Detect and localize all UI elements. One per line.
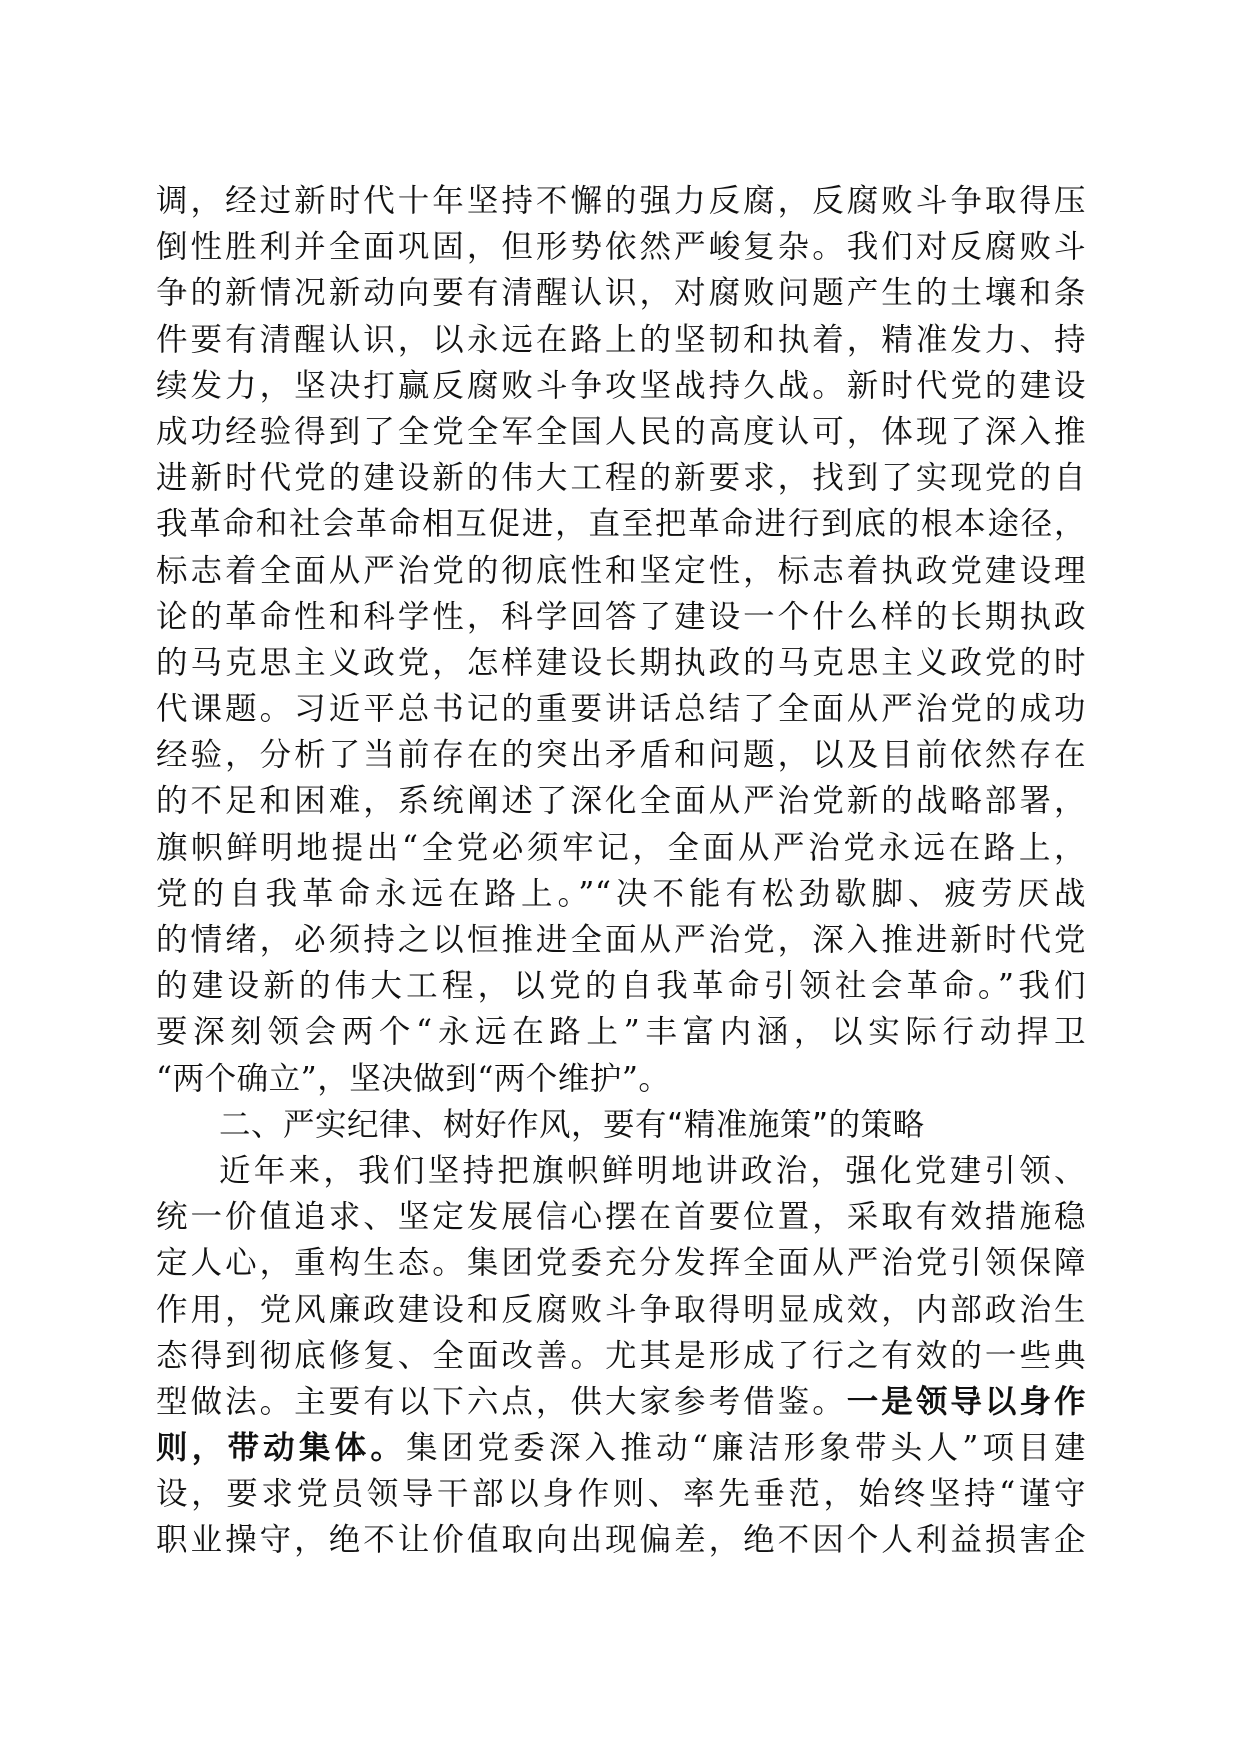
paragraph-line: 争的新情况新动向要有清醒认识，对腐败问题产生的土壤和条 xyxy=(156,275,1086,312)
paragraph-line: 倒性胜利并全面巩固，但形势依然严峻复杂。我们对反腐败斗 xyxy=(156,229,1086,266)
paragraph-line: 定人心，重构生态。集团党委充分发挥全面从严治党引领保障 xyxy=(156,1245,1086,1282)
paragraph-line: 职业操守，绝不让价值取向出现偏差，绝不因个人利益损害企 xyxy=(156,1522,1086,1559)
paragraph-line: 要深刻领会两个“永远在路上”丰富内涵，以实际行动捍卫 xyxy=(156,1014,1086,1051)
paragraph-line: 经验，分析了当前存在的突出矛盾和问题，以及目前依然存在 xyxy=(156,737,1086,774)
paragraph-line: 调，经过新时代十年坚持不懈的强力反腐，反腐败斗争取得压 xyxy=(156,183,1086,219)
paragraph-line: 作用，党风廉政建设和反腐败斗争取得明显成效，内部政治生 xyxy=(156,1291,1086,1328)
paragraph-line: 我革命和社会革命相互促进，直至把革命进行到底的根本途径， xyxy=(156,506,1086,543)
paragraph-line: 的建设新的伟大工程，以党的自我革命引领社会革命。”我们 xyxy=(156,968,1086,1005)
plain-text-run: 型做法。主要有以下六点，供大家参考借鉴。 xyxy=(156,1383,847,1420)
bold-text-run: 则，带动集体。 xyxy=(156,1429,407,1467)
paragraph-line: 党的自我革命永远在路上。”“决不能有松劲歇脚、疲劳厌战 xyxy=(156,875,1086,912)
paragraph-line: 旗帜鲜明地提出“全党必须牢记，全面从严治党永远在路上， xyxy=(156,829,1086,866)
body-paragraph-1 xyxy=(156,178,1086,1564)
paragraph-line: 成功经验得到了全党全军全国人民的高度认可，体现了深入推 xyxy=(156,413,1086,450)
section-heading-2: 二、严实纪律、树好作风，要有“精准施策”的策略 xyxy=(219,1106,925,1143)
bold-text-run: 一是领导以身作 xyxy=(846,1382,1086,1420)
paragraph-line: 统一价值追求、坚定发展信心摆在首要位置，采取有效措施稳 xyxy=(156,1199,1086,1236)
paragraph-line: “两个确立”，坚决做到“两个维护”。 xyxy=(156,1060,671,1097)
paragraph-line: 态得到彻底修复、全面改善。尤其是形成了行之有效的一些典 xyxy=(156,1337,1086,1374)
paragraph-line: 续发力，坚决打赢反腐败斗争攻坚战持久战。新时代党的建设 xyxy=(156,367,1086,404)
paragraph-line: 的不足和困难，系统阐述了深化全面从严治党新的战略部署， xyxy=(156,783,1086,820)
paragraph-line: 近年来，我们坚持把旗帜鲜明地讲政治，强化党建引领、 xyxy=(219,1152,1086,1189)
paragraph-line: 的情绪，必须持之以恒推进全面从严治党，深入推进新时代党 xyxy=(156,922,1086,958)
paragraph-line: 标志着全面从严治党的彻底性和坚定性，标志着执政党建设理 xyxy=(156,552,1086,589)
paragraph-line-mixed xyxy=(156,1379,1086,1425)
paragraph-line: 代课题。习近平总书记的重要讲话总结了全面从严治党的成功 xyxy=(156,691,1086,728)
paragraph-line: 进新时代党的建设新的伟大工程的新要求，找到了实现党的自 xyxy=(156,460,1086,497)
paragraph-line: 设，要求党员领导干部以身作则、率先垂范，始终坚持“谨守 xyxy=(156,1476,1086,1513)
paragraph-line-mixed xyxy=(156,1425,1086,1471)
paragraph-line: 的马克思主义政党，怎样建设长期执政的马克思主义政党的时 xyxy=(156,644,1086,681)
paragraph-line: 论的革命性和科学性，科学回答了建设一个什么样的长期执政 xyxy=(156,598,1086,635)
paragraph-line: 件要有清醒认识，以永远在路上的坚韧和执着，精准发力、持 xyxy=(156,321,1086,358)
plain-text-run: 集团党委深入推动“廉洁形象带头人”项目建 xyxy=(406,1430,1086,1467)
